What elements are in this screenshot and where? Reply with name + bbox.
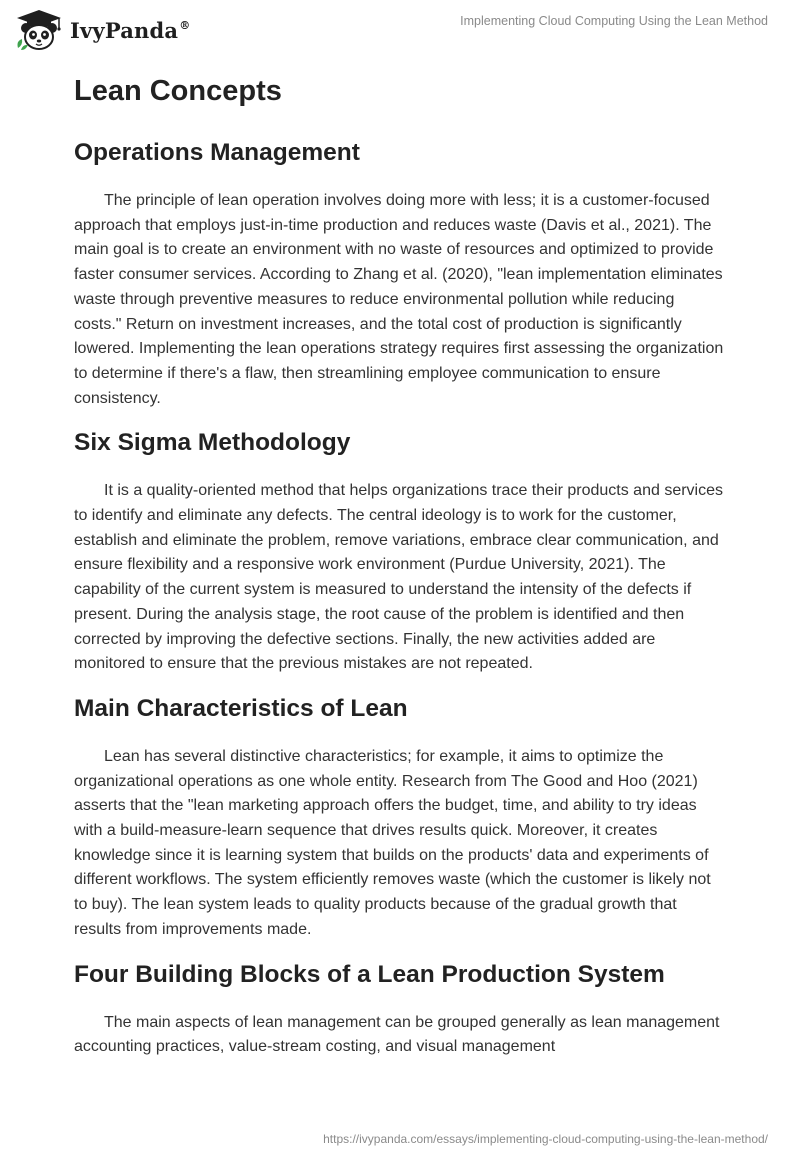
logo[interactable]	[14, 8, 190, 52]
page-title: Lean Concepts	[74, 75, 282, 107]
essay-content	[74, 70, 726, 1060]
section-paragraph-main-characteristics: Lean has several distinctive characteristics; for example, it aims to optimize the organizational operations as one whole entity. Research from The Good and Hoo (2021) asserts that the "lean marketing approach offers the budget, time, and ability to try ideas with a build-measure-learn sequence that drives results quick. Moreover, it creates knowledge since it is learning system that builds on the products' data and experiments of different workflows. The system efficiently removes waste (which the customer is likely not to buy). The lean system leads to quality products because of the gradual growth that results from improvements made.	[74, 747, 711, 938]
section-paragraph-operations-management: The principle of lean operation involves doing more with less; it is a customer-focused approach that employs just-in-time production and reduces waste (Davis et al., 2021). The main goal is to create an environment with no waste of resources and optimized to provide faster consumer services. According to Zhang et al. (2020), "lean implementation eliminates waste through preventive measures to reduce environmental pollution while reducing costs." Return on investment increases, and the total cost of production is significantly lowered. Implementing the lean operations strategy requires first assessing the organization to determine if there's a flaw, then streamlining employee communication to ensure consistency.	[74, 192, 724, 407]
section-heading-main-characteristics: Main Characteristics of Lean	[74, 694, 408, 722]
footer-url[interactable]: https://ivypanda.com/essays/implementing-cloud-computing-using-the-lean-method/	[323, 1132, 768, 1146]
document-title: Implementing Cloud Computing Using the Lean Method	[460, 14, 768, 28]
section-heading-six-sigma: Six Sigma Methodology	[74, 429, 351, 457]
section-heading-operations-management: Operations Management	[74, 139, 360, 166]
panda-mascot-icon	[14, 8, 64, 52]
section-heading-four-building-blocks: Four Building Blocks of a Lean Production System	[74, 960, 665, 988]
section-paragraph-four-building-blocks: The main aspects of lean management can be grouped generally as lean management accounting practices, value-stream costing, and visual management	[74, 1013, 720, 1056]
section-paragraph-six-sigma: It is a quality-oriented method that helps organizations trace their products and services to identify and eliminate any defects. The central ideology is to work for the customer, establish and eliminate the problem, remove variations, embrace clear communication, and ensure flexibility and a responsive work environment (Purdue University, 2021). The capability of the current system is measured to understand the intensity of the defects if present. During the analysis stage, the root cause of the problem is identified and then corrected by improving the defective sections. Finally, the new activities added are monitored to ensure that the previous mistakes are not repeated.	[74, 482, 723, 673]
page-header	[0, 0, 800, 60]
brand-name: IvyPanda®	[70, 17, 191, 43]
